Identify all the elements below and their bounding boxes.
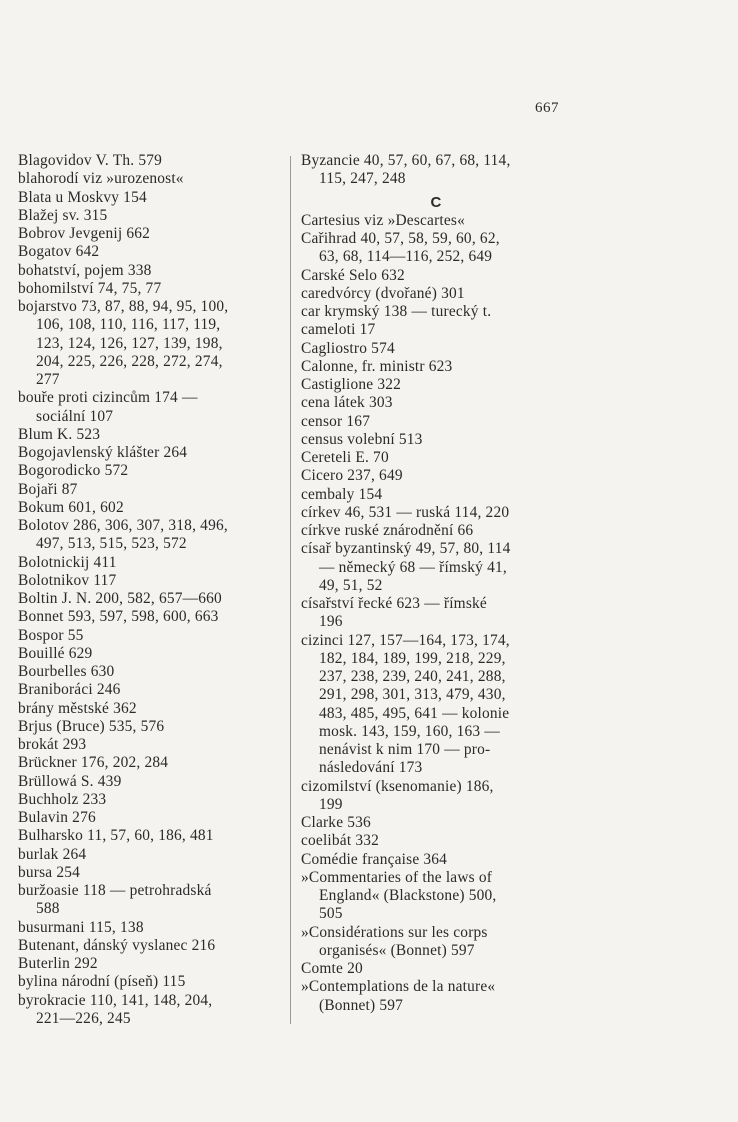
index-column-left — [18, 152, 286, 1028]
section-heading-c: C — [430, 193, 442, 211]
index-entry — [301, 152, 571, 189]
index-entry — [301, 486, 571, 504]
index-entry-continuation: mosk. 143, 159, 160, 163 — — [319, 722, 500, 740]
index-entry — [301, 960, 571, 978]
index-entry-continuation: 199 — [319, 795, 343, 813]
index-entry-line: Cagliostro 574 — [301, 339, 395, 357]
index-entry-line: Bojaři 87 — [18, 480, 78, 498]
index-entry — [301, 449, 571, 467]
index-entry-continuation: 237, 238, 239, 240, 241, 288, — [319, 668, 506, 685]
index-entry-line: Brjus (Bruce) 535, 576 — [18, 717, 165, 735]
index-entry-continuation: 505 — [319, 905, 343, 923]
index-entry-continuation: 182, 184, 189, 199, 218, 229, — [319, 649, 506, 667]
index-entry — [301, 832, 571, 850]
index-column-right-top — [301, 152, 571, 189]
index-entry — [301, 267, 571, 285]
index-entry-line: Carské Selo 632 — [301, 266, 405, 284]
index-entry — [18, 992, 286, 1029]
index-entry-line: brány městské 362 — [18, 699, 137, 717]
index-entry — [18, 444, 286, 462]
index-entry — [301, 376, 571, 394]
index-entry-line: Bokum 601, 602 — [18, 498, 124, 516]
index-entry-line: Bolotov 286, 306, 307, 318, 496, — [18, 517, 228, 534]
index-entry-line: Bogorodicko 572 — [18, 462, 129, 480]
index-entry-continuation: 204, 225, 226, 228, 272, 274, — [36, 352, 223, 370]
index-entry — [18, 225, 286, 243]
page-number: 667 — [535, 100, 559, 116]
index-entry-line: Bulharsko 11, 57, 60, 186, 481 — [18, 827, 214, 845]
index-entry-line: Cartesius viz »Descartes« — [301, 211, 465, 229]
index-entry-line: Bolotnikov 117 — [18, 571, 117, 589]
index-entry-line: cena látek 303 — [301, 394, 393, 412]
index-entry — [18, 645, 286, 663]
index-entry-line: Bourbelles 630 — [18, 663, 115, 680]
index-entry-line: Blum K. 523 — [18, 425, 101, 443]
index-entry — [301, 321, 571, 339]
index-entry-line: bojarstvo 73, 87, 88, 94, 95, 100, — [18, 298, 229, 315]
index-entry — [18, 499, 286, 517]
index-entry — [301, 924, 571, 961]
index-entry-line: Castiglione 322 — [301, 376, 402, 393]
index-entry — [18, 608, 286, 626]
index-entry — [18, 572, 286, 590]
index-entry-continuation: 123, 124, 126, 127, 139, 198, — [36, 334, 223, 352]
index-entry-line: Blagovidov V. Th. 579 — [18, 152, 163, 169]
index-entry-line: Comédie française 364 — [301, 850, 448, 868]
index-entry — [301, 303, 571, 321]
index-entry — [301, 595, 571, 632]
index-entry — [301, 413, 571, 431]
index-entry-line: cizomilství (ksenomanie) 186, — [301, 777, 494, 795]
index-entry — [18, 937, 286, 955]
index-entry — [18, 718, 286, 736]
index-entry — [18, 773, 286, 791]
index-entry-continuation: 115, 247, 248 — [319, 170, 406, 188]
index-entry — [301, 632, 571, 778]
index-entry-line: Clarke 536 — [301, 814, 371, 831]
index-entry — [18, 627, 286, 645]
index-entry-line: bursa 254 — [18, 863, 81, 881]
index-entry — [18, 298, 286, 389]
index-entry-line: Bogojavlenský klášter 264 — [18, 444, 188, 461]
index-entry — [18, 736, 286, 754]
index-entry-continuation: 196 — [319, 613, 343, 631]
index-entry-continuation: sociální 107 — [36, 407, 114, 425]
index-entry-line: Blažej sv. 315 — [18, 206, 108, 224]
index-entry-continuation: 106, 108, 110, 116, 117, 119, — [36, 316, 221, 334]
index-entry-continuation: 497, 513, 515, 523, 572 — [36, 535, 187, 553]
index-entry-line: Boltin J. N. 200, 582, 657—660 — [18, 590, 222, 607]
index-entry — [301, 230, 571, 267]
index-entry — [18, 207, 286, 225]
index-entry-continuation: (Bonnet) 597 — [319, 996, 404, 1014]
index-entry-line: Butenant, dánský vyslanec 216 — [18, 936, 216, 954]
index-entry — [18, 955, 286, 973]
index-entry-line: »Considérations sur les corps — [301, 923, 488, 941]
index-entry-line: byrokracie 110, 141, 148, 204, — [18, 991, 213, 1009]
index-entry-line: cameloti 17 — [301, 321, 376, 339]
index-entry-continuation: 63, 68, 114—116, 252, 649 — [319, 248, 493, 266]
index-entry-line: Brüllowá S. 439 — [18, 772, 122, 790]
index-entry-line: bohatství, pojem 338 — [18, 261, 152, 279]
index-entry-continuation: 277 — [36, 371, 60, 388]
index-entry — [301, 212, 571, 230]
index-entry — [18, 864, 286, 882]
index-entry-line: blahorodí viz »urozenost« — [18, 170, 184, 188]
index-entry — [301, 467, 571, 485]
index-entry-continuation: organisés« (Bonnet) 597 — [319, 941, 475, 959]
index-entry-line: Byzancie 40, 57, 60, 67, 68, 114, — [301, 152, 511, 169]
index-entry-line: císařství řecké 623 — římské — [301, 595, 487, 612]
index-entry-line: caredvórcy (dvořané) 301 — [301, 284, 465, 302]
index-column-right — [301, 152, 571, 1015]
index-entry-continuation: 588 — [36, 900, 60, 918]
index-entry — [18, 189, 286, 207]
index-entry-line: Calonne, fr. ministr 623 — [301, 357, 453, 375]
index-entry — [18, 517, 286, 554]
index-entry — [18, 170, 286, 188]
index-entry-line: census volební 513 — [301, 430, 423, 448]
index-entry-line: buržoasie 118 — petrohradská — [18, 882, 212, 899]
column-divider — [290, 156, 291, 1024]
index-entry — [18, 426, 286, 444]
index-entry-line: Braniboráci 246 — [18, 681, 121, 699]
index-entry — [301, 778, 571, 815]
index-entry-line: Cicero 237, 649 — [301, 467, 403, 485]
index-entry — [301, 851, 571, 869]
index-entry-line: brokát 293 — [18, 736, 87, 753]
index-entry-continuation: 221—226, 245 — [36, 1009, 131, 1027]
index-entry-line: Cařihrad 40, 57, 58, 59, 60, 62, — [301, 230, 500, 247]
index-entry-line: car krymský 138 — turecký t. — [301, 303, 492, 320]
index-entry — [301, 814, 571, 832]
index-entry-line: »Contemplations de la nature« — [301, 978, 496, 996]
index-entry-line: církev 46, 531 — ruská 114, 220 — [301, 503, 510, 521]
index-entry-line: bylina národní (píseň) 115 — [18, 973, 186, 991]
index-entry-continuation: 483, 485, 495, 641 — kolonie — [319, 704, 510, 722]
index-entry — [301, 340, 571, 358]
index-entry — [18, 152, 286, 170]
index-entry-line: Comte 20 — [301, 960, 363, 977]
index-entry-continuation: — německý 68 — římský 41, — [319, 558, 507, 576]
index-entry-line: Cereteli E. 70 — [301, 449, 389, 466]
index-entry-line: bohomilství 74, 75, 77 — [18, 279, 162, 297]
index-entry-line: cembaly 154 — [301, 485, 383, 503]
index-entry-line: Bogatov 642 — [18, 243, 100, 261]
index-entry-line: busurmani 115, 138 — [18, 918, 144, 936]
index-entry-line: Blata u Moskvy 154 — [18, 188, 147, 206]
index-entry — [301, 394, 571, 412]
index-entry — [18, 809, 286, 827]
index-entry-line: Bonnet 593, 597, 598, 600, 663 — [18, 608, 219, 626]
index-entry — [18, 462, 286, 480]
index-entry-line: církve ruské znárodnění 66 — [301, 522, 474, 539]
index-entry-line: Bulavin 276 — [18, 809, 96, 826]
index-entry — [301, 978, 571, 1015]
index-entry — [18, 919, 286, 937]
index-entry — [18, 663, 286, 681]
index-entry-line: Buchholz 233 — [18, 790, 107, 808]
index-entry-line: Bouillé 629 — [18, 644, 93, 662]
index-entry-line: Bospor 55 — [18, 626, 84, 644]
index-entry — [18, 280, 286, 298]
index-entry — [301, 522, 571, 540]
index-entry — [301, 540, 571, 595]
index-entry — [301, 869, 571, 924]
index-entry — [301, 358, 571, 376]
index-column-right-entries — [301, 212, 571, 1015]
index-entry — [18, 243, 286, 261]
index-entry-line: coelibát 332 — [301, 832, 380, 850]
index-entry — [18, 389, 286, 426]
index-entry-line: burlak 264 — [18, 845, 87, 863]
index-entry-line: císař byzantinský 49, 57, 80, 114 — [301, 540, 511, 558]
index-entry-line: Bobrov Jevgenij 662 — [18, 225, 151, 242]
index-entry — [18, 700, 286, 718]
index-entry — [18, 791, 286, 809]
index-entry-continuation: následování 173 — [319, 759, 423, 777]
index-entry-continuation: 49, 51, 52 — [319, 576, 383, 594]
index-entry — [301, 504, 571, 522]
index-entry-continuation: England« (Blackstone) 500, — [319, 887, 497, 904]
index-entry — [18, 554, 286, 572]
index-entry — [18, 882, 286, 919]
index-entry — [18, 846, 286, 864]
index-entry — [18, 481, 286, 499]
index-entry — [18, 754, 286, 772]
index-entry — [18, 590, 286, 608]
index-entry — [18, 973, 286, 991]
index-entry-line: bouře proti cizincům 174 — — [18, 389, 198, 407]
index-entry-line: Buterlin 292 — [18, 955, 98, 972]
index-entry-line: »Commentaries of the laws of — [301, 868, 493, 886]
index-entry-continuation: 291, 298, 301, 313, 479, 430, — [319, 686, 506, 704]
index-entry-line: censor 167 — [301, 412, 371, 430]
index-entry-line: Brückner 176, 202, 284 — [18, 754, 169, 772]
index-entry-continuation: nenávist k nim 170 — pro- — [319, 741, 491, 758]
index-entry — [18, 827, 286, 845]
index-entry-line: Bolotnickij 411 — [18, 553, 117, 571]
index-entry — [301, 431, 571, 449]
index-entry — [18, 262, 286, 280]
index-entry-line: cizinci 127, 157—164, 173, 174, — [301, 631, 510, 649]
index-entry — [301, 285, 571, 303]
index-entry — [18, 681, 286, 699]
